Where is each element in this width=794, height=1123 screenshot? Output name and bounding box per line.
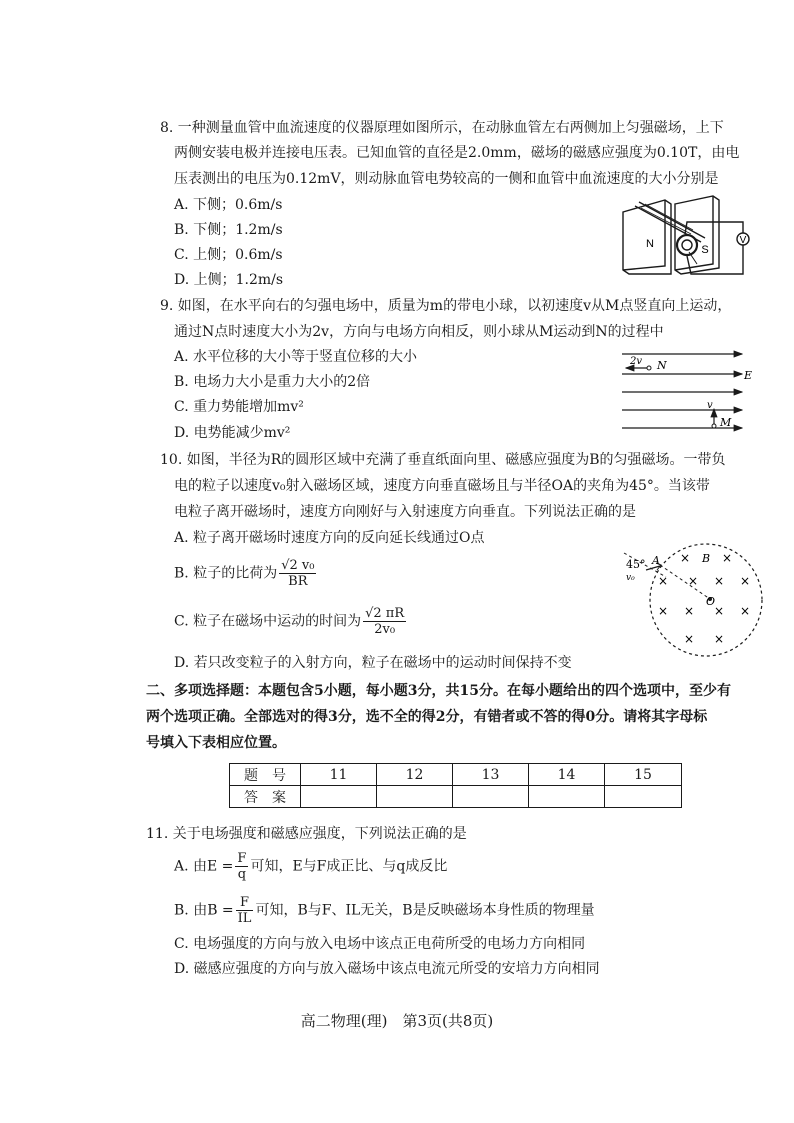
fraction-denominator: IL bbox=[237, 911, 252, 926]
question-number-cell: 12 bbox=[377, 764, 453, 786]
cross-mark: × bbox=[714, 604, 725, 618]
q8-stem-line1: 8. 一种测量血管中血流速度的仪器原理如图所示，在动脉血管左右两侧加上匀强磁场，上下 bbox=[160, 120, 724, 136]
q9-figure bbox=[618, 345, 753, 435]
table-row bbox=[230, 786, 682, 808]
label-n: N bbox=[657, 359, 667, 372]
question-number-cell: 14 bbox=[529, 764, 605, 786]
fraction-denominator: 2v₀ bbox=[374, 622, 396, 637]
cross-mark: × bbox=[740, 604, 751, 618]
q10-stem-line3: 电粒子离开磁场时，速度方向刚好与入射速度方向垂直。下列说法正确的是 bbox=[174, 504, 636, 520]
section2-line2: 两个选项正确。全部选对的得3分，选不全的得2分，有错者或不答的得0分。请将其字母标 bbox=[146, 709, 708, 725]
section2-line1: 二、多项选择题：本题包含5小题，每小题3分，共15分。在每小题给出的四个选项中，至少有 bbox=[146, 683, 731, 699]
q10-stem-line1: 10. 如图，半径为R的圆形区域中充满了垂直纸面向里、磁感应强度为B的匀强磁场。一带负 bbox=[160, 452, 726, 468]
fraction-numerator: F bbox=[237, 851, 247, 866]
center-o-label: O bbox=[706, 595, 716, 608]
v0-label: v₀ bbox=[626, 573, 635, 583]
cross-mark: × bbox=[740, 574, 751, 588]
label-2v: 2v bbox=[630, 356, 643, 367]
q11-option-b-post: 可知，B与F、IL无关，B是反映磁场本身性质的物理量 bbox=[255, 902, 595, 919]
answer-cell[interactable] bbox=[453, 786, 529, 808]
q8-stem-line3: 压表测出的电压为0.12mV，则动脉血管电势较高的一侧和血管中血流速度的大小分别是 bbox=[174, 171, 719, 187]
question-number-cell: 13 bbox=[453, 764, 529, 786]
q9-option-c: C. 重力势能增加mv² bbox=[174, 399, 304, 415]
q11-option-a-pre: A. 由E = bbox=[174, 858, 234, 875]
angle-label: 45° bbox=[626, 558, 646, 571]
cross-mark: × bbox=[680, 551, 691, 565]
q10-option-d: D. 若只改变粒子的入射方向，粒子在磁场中的运动时间保持不变 bbox=[174, 655, 572, 671]
q11-stem: 11. 关于电场强度和磁感应强度，下列说法正确的是 bbox=[146, 826, 467, 842]
question-number-cell: 11 bbox=[301, 764, 377, 786]
fraction-denominator: BR bbox=[288, 574, 308, 589]
q11-option-b-pre: B. 由B = bbox=[174, 902, 234, 919]
point-a-label: A bbox=[652, 554, 660, 567]
row-label-number: 题 号 bbox=[230, 764, 301, 786]
q11-option-b bbox=[174, 895, 595, 926]
cross-mark: × bbox=[722, 551, 733, 565]
q11-option-a-fraction bbox=[235, 851, 248, 882]
field-cross-marks bbox=[658, 551, 750, 646]
q10-option-c bbox=[174, 606, 408, 637]
cross-mark: × bbox=[714, 574, 725, 588]
answer-table bbox=[229, 763, 682, 808]
cross-mark: × bbox=[714, 632, 725, 646]
q10-option-c-fraction bbox=[363, 606, 406, 637]
page-footer: 高二物理(理) 第3页(共8页) bbox=[300, 1012, 494, 1030]
q10-option-b bbox=[174, 558, 318, 589]
cross-mark: × bbox=[658, 604, 669, 618]
q11-option-b-fraction bbox=[236, 895, 254, 926]
q9-stem-line2: 通过N点时速度大小为2v，方向与电场方向相反，则小球从M运动到N的过程中 bbox=[174, 324, 664, 340]
q8-option-c: C. 上侧；0.6m/s bbox=[174, 247, 283, 263]
q11-option-a-post: 可知，E与F成正比、与q成反比 bbox=[250, 858, 448, 875]
q11-option-a bbox=[174, 851, 447, 882]
q10-option-b-text: B. 粒子的比荷为 bbox=[174, 565, 278, 582]
label-e: E bbox=[744, 369, 753, 382]
cross-mark: × bbox=[688, 574, 699, 588]
q10-figure bbox=[620, 545, 760, 670]
fraction-numerator: √2 πR bbox=[365, 606, 405, 621]
field-b-label: B bbox=[702, 552, 711, 565]
question-number-cell: 15 bbox=[605, 764, 682, 786]
fraction-numerator: √2 v₀ bbox=[281, 558, 315, 573]
cross-mark: × bbox=[658, 574, 669, 588]
cross-mark: × bbox=[684, 604, 695, 618]
answer-cell[interactable] bbox=[377, 786, 453, 808]
q10-option-c-text: C. 粒子在磁场中运动的时间为 bbox=[174, 613, 362, 630]
q9-option-a: A. 水平位移的大小等于竖直位移的大小 bbox=[174, 349, 418, 365]
answer-cell[interactable] bbox=[605, 786, 682, 808]
q9-option-b: B. 电场力大小是重力大小的2倍 bbox=[174, 374, 371, 390]
q8-option-d: D. 上侧；1.2m/s bbox=[174, 272, 284, 288]
section2-line3: 号填入下表相应位置。 bbox=[146, 735, 286, 751]
q8-figure bbox=[605, 190, 765, 280]
q9-option-d: D. 电势能减少mv² bbox=[174, 425, 291, 441]
q10-option-b-fraction bbox=[279, 558, 316, 589]
fraction-denominator: q bbox=[237, 867, 247, 882]
s-pole-label: S bbox=[701, 244, 709, 256]
row-label-answer: 答 案 bbox=[230, 786, 301, 808]
q11-option-d: D. 磁感应强度的方向与放入磁场中该点电流元所受的安培力方向相同 bbox=[174, 961, 600, 977]
q8-option-a: A. 下侧；0.6m/s bbox=[174, 197, 283, 213]
cross-mark: × bbox=[684, 632, 695, 646]
q11-option-c: C. 电场强度的方向与放入电场中该点正电荷所受的电场力方向相同 bbox=[174, 936, 586, 952]
n-pole-label: N bbox=[646, 238, 654, 250]
q8-stem-line2: 两侧安装电极并连接电压表。已知血管的直径是2.0mm，磁场的磁感应强度为0.10T，由电 bbox=[174, 145, 740, 161]
q8-option-b: B. 下侧；1.2m/s bbox=[174, 222, 283, 238]
q10-option-a: A. 粒子离开磁场时速度方向的反向延长线通过O点 bbox=[174, 530, 485, 546]
label-v: v bbox=[707, 400, 713, 411]
fraction-numerator: F bbox=[236, 895, 254, 911]
voltmeter-label: V bbox=[739, 235, 747, 246]
table-row bbox=[230, 764, 682, 786]
answer-cell[interactable] bbox=[529, 786, 605, 808]
answer-cell[interactable] bbox=[301, 786, 377, 808]
q10-stem-line2: 电的粒子以速度v₀射入磁场区域，速度方向垂直磁场且与半径OA的夹角为45°。当该带 bbox=[174, 478, 710, 494]
label-m: M bbox=[720, 416, 732, 429]
q9-stem-line1: 9. 如图，在水平向右的匀强电场中，质量为m的带电小球，以初速度v从M点竖直向上运动， bbox=[160, 298, 732, 314]
